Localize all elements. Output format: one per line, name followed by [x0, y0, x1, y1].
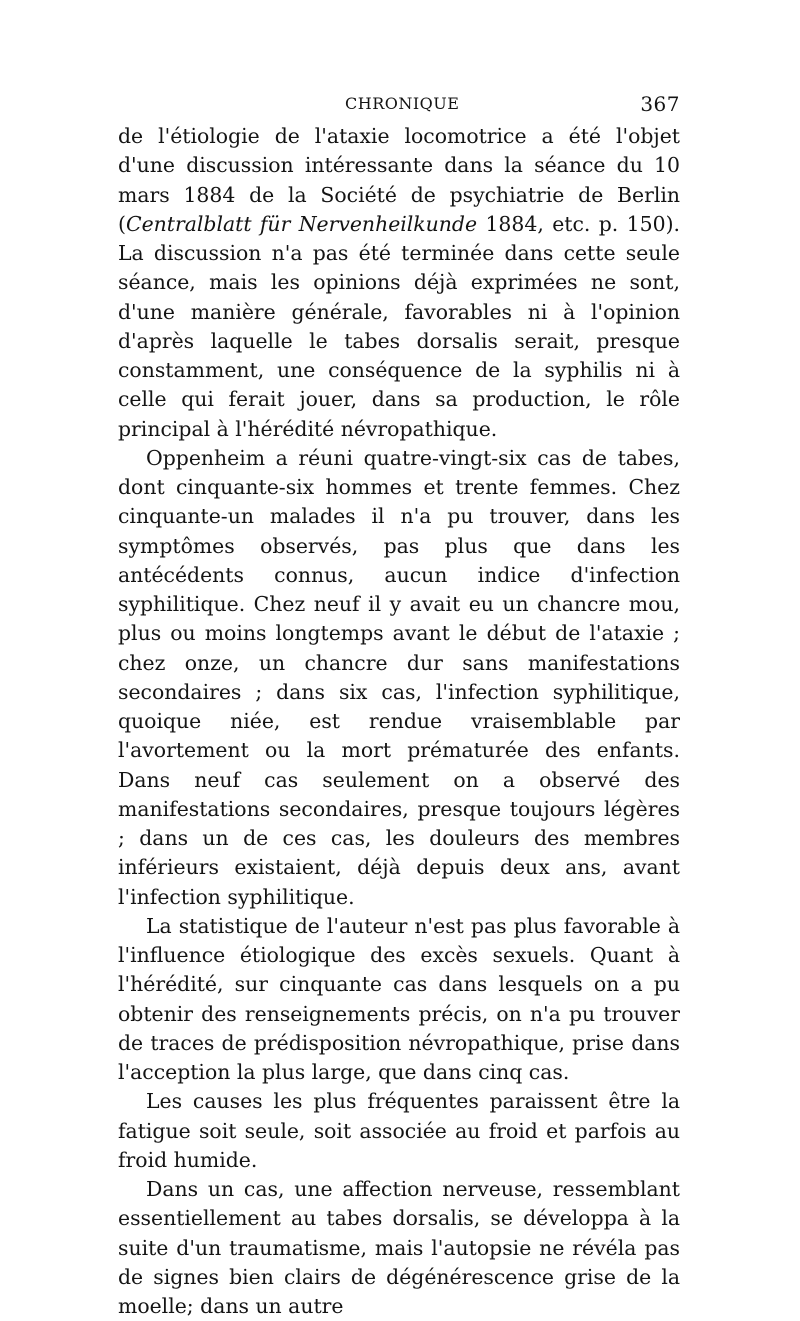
book-page	[118, 92, 680, 1321]
paragraph-3: La statistique de l'auteur n'est pas plus favorable à l'influence étiologique des excès sexuels. Quant à l'hérédité, sur cinquante cas dans lesquels on a pu obtenir des renseignements précis, on n'a pu trouver de traces de prédisposition névropathique, prise dans l'acception la plus large, que dans cinq cas.	[118, 913, 680, 1084]
paragraph-4: Les causes les plus fréquentes paraissent être la fatigue soit seule, soit associée au froid et parfois au froid humide.	[118, 1089, 680, 1172]
running-title: CHRONIQUE	[345, 94, 460, 113]
running-head	[118, 92, 680, 122]
page-number: 367	[640, 92, 680, 116]
paragraph-1	[118, 122, 680, 444]
paragraph-2: Oppenheim a réuni quatre-vingt-six cas de tabes, dont cinquante-six hommes et trente femmes. Chez cinquante-un malades il n'a pu trouver, dans les symptômes observés, pas plus que dans les antécédents connus, aucun indice d'infection syphilitique. Chez neuf il y avait eu un chancre mou, plus ou moins longtemps avant le début de l'ataxie ; chez onze, un chancre dur sans manifestations secondaires ; dans six cas, l'infection syphilitique, quoique niée, est rendue vraisemblable par l'avortement ou la mort prématurée des enfants. Dans neuf cas seulement on a observé des manifestations secondaires, presque toujours légères ; dans un de ces cas, les douleurs des membres inférieurs existaient, déjà depuis deux ans, avant l'infection syphilitique.	[118, 445, 680, 909]
body-text	[118, 122, 680, 1321]
paragraph-5: Dans un cas, une affection nerveuse, ressemblant essentiellement au tabes dorsalis, se développa à la suite d'un traumatisme, mais l'autopsie ne révéla pas de signes bien clairs de dégénérescence grise de la moelle; dans un autre	[118, 1177, 680, 1318]
journal-title: Centralblatt für Nervenheilkunde	[125, 211, 478, 236]
paragraph-1-text-b: 1884, etc. p. 150). La discussion n'a pas été terminée dans cette seule séance, mais les opinions déjà exprimées ne sont, d'une manière générale, favorables ni à l'opinion d'après laquelle le tabes dorsalis serait, presque constamment, une conséquence de la syphilis ni à celle qui ferait jouer, dans sa production, le rôle principal à l'hérédité névropathique.	[118, 211, 680, 441]
paragraph-1-text-a: de l'étiologie de l'ataxie locomotrice a été l'objet d'une discussion intéressante dans la séance du 10 mars 1884 de la Société de psychiatrie de Berlin (	[118, 124, 680, 236]
